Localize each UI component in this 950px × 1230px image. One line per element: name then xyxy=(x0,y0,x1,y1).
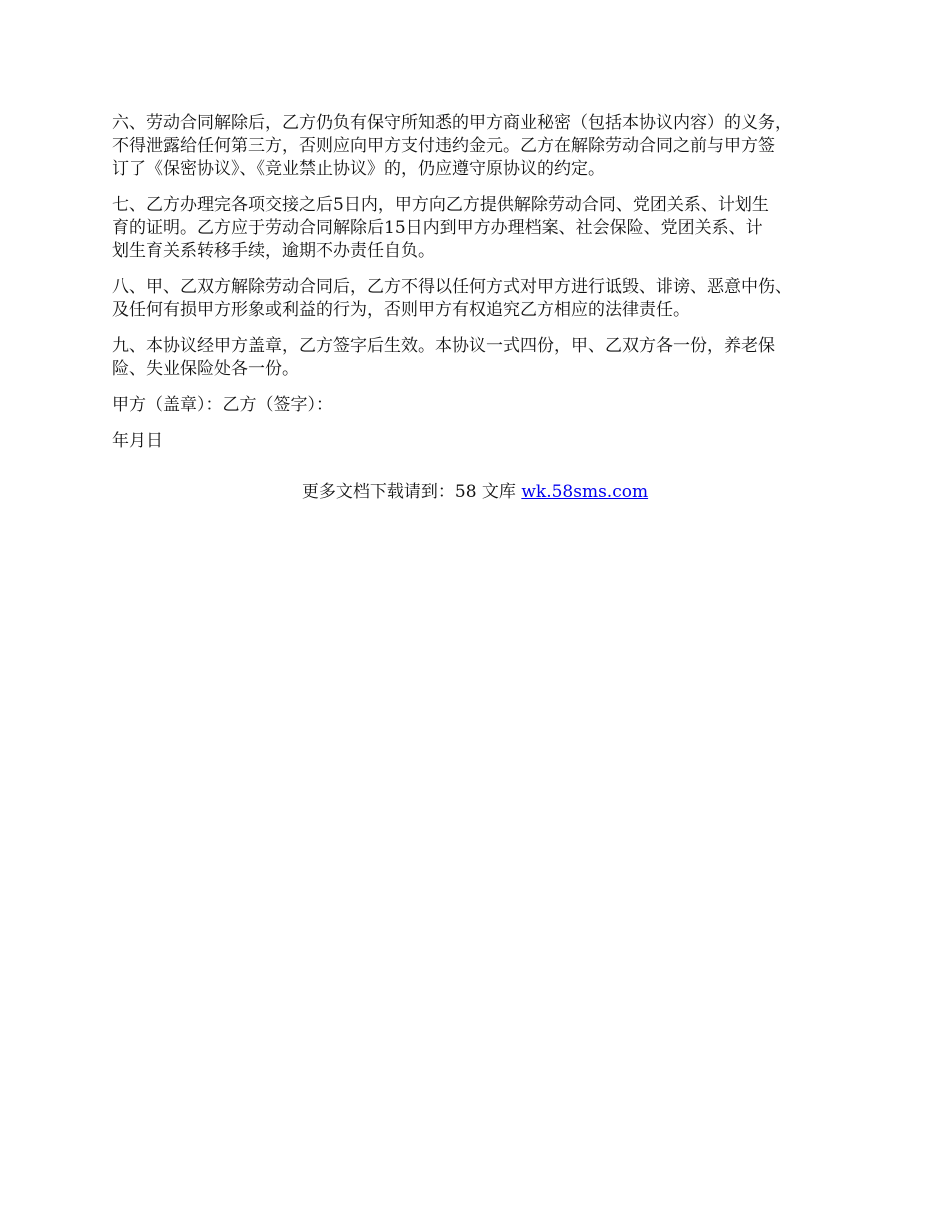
clause-8-line-2: 及任何有损甲方形象或利益的行为，否则甲方有权追究乙方相应的法律责任。 xyxy=(112,300,690,320)
clause-6 xyxy=(112,112,854,181)
signature-line: 甲方（盖章）：乙方（签字）： xyxy=(112,395,333,415)
document-body xyxy=(112,112,854,466)
footer xyxy=(0,480,950,504)
date-line: 年月日 xyxy=(112,431,163,451)
clause-7-line-2: 育的证明。乙方应于劳动合同解除后15日内到甲方办理档案、社会保险、党团关系、计 xyxy=(112,218,763,238)
clause-9-line-2: 险、失业保险处各一份。 xyxy=(112,359,299,379)
clause-6-line-1: 六、劳动合同解除后，乙方仍负有保守所知悉的甲方商业秘密（包括本协议内容）的义务， xyxy=(112,113,792,133)
clause-7-line-3: 划生育关系转移手续，逾期不办责任自负。 xyxy=(112,241,435,261)
clause-9 xyxy=(112,335,854,381)
clause-6-line-3: 订了《保密协议》、《竞业禁止协议》的，仍应遵守原协议的约定。 xyxy=(112,159,605,179)
clause-9-line-1: 九、本协议经甲方盖章，乙方签字后生效。本协议一式四份，甲、乙双方各一份，养老保 xyxy=(112,336,775,356)
clause-8 xyxy=(112,276,854,322)
clause-6-line-2: 不得泄露给任何第三方，否则应向甲方支付违约金元。乙方在解除劳动合同之前与甲方签 xyxy=(112,136,775,156)
clause-7 xyxy=(112,194,854,263)
footer-link[interactable]: wk.58sms.com xyxy=(521,482,649,502)
clause-8-line-1: 八、甲、乙双方解除劳动合同后，乙方不得以任何方式对甲方进行诋毁、诽谤、恶意中伤、 xyxy=(112,277,792,297)
footer-prefix: 更多文档下载请到：58 文库 xyxy=(301,482,522,502)
clause-7-line-1: 七、乙方办理完各项交接之后5日内，甲方向乙方提供解除劳动合同、党团关系、计划生 xyxy=(112,195,769,215)
